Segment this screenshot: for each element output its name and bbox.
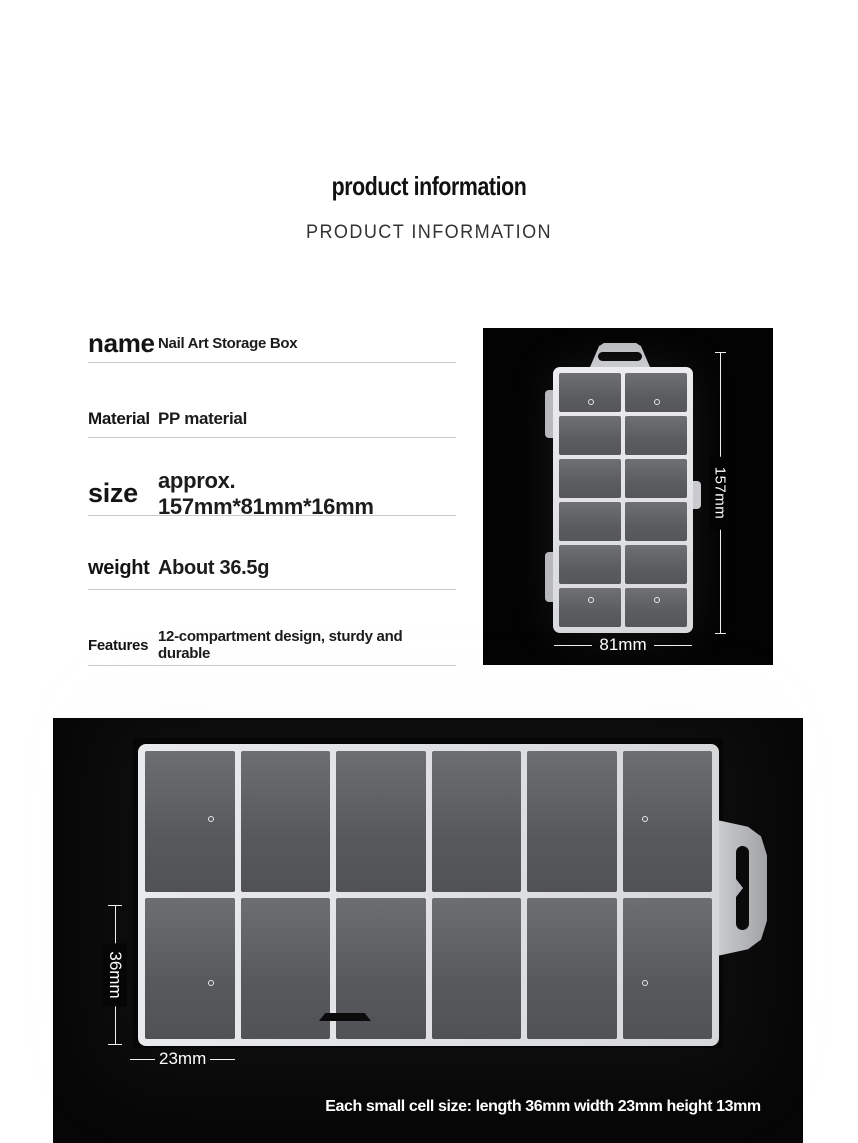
page-title: product information <box>331 171 527 201</box>
compartment-cell <box>559 416 621 455</box>
compartment-cell <box>145 751 235 892</box>
compartment-cell <box>241 751 331 892</box>
compartment-cell <box>623 898 713 1039</box>
spec-label: name <box>88 328 155 358</box>
compartment-cell <box>145 898 235 1039</box>
spec-row-features <box>88 625 456 666</box>
dim-line <box>130 1059 155 1060</box>
compartment-cell <box>559 459 621 498</box>
product-photo-vertical <box>483 328 773 665</box>
page-subtitle: PRODUCT INFORMATION <box>305 222 553 243</box>
compartment-cell <box>559 588 621 627</box>
storage-box-horizontal <box>138 744 719 1046</box>
thumb-notch <box>319 1013 371 1021</box>
spec-value: 12-compartment design, sturdy and durable <box>158 628 403 662</box>
hang-slot <box>736 846 749 930</box>
storage-box-vertical <box>553 367 693 633</box>
compartment-cell <box>625 459 687 498</box>
dimension-marker-cell-length <box>107 905 123 1045</box>
spec-value: approx. 157mm*81mm*16mm <box>158 467 374 519</box>
dim-tick <box>715 633 726 634</box>
dim-label-157mm: 157mm <box>710 457 731 530</box>
dim-tick <box>108 1044 122 1045</box>
hang-tab <box>585 343 655 369</box>
spec-row-size <box>88 467 456 519</box>
compartment-cell <box>336 751 426 892</box>
dim-line <box>654 645 692 646</box>
spec-label: Features <box>88 636 149 654</box>
dim-line <box>210 1059 235 1060</box>
compartment-cell <box>625 502 687 541</box>
compartment-cell <box>625 545 687 584</box>
dimension-marker-width <box>553 634 693 656</box>
spec-row-name <box>88 325 456 363</box>
spec-value: About 36.5g <box>158 557 270 579</box>
dimension-marker-cell-width <box>130 1048 235 1070</box>
hang-tab <box>717 820 767 956</box>
spec-row-weight <box>88 548 456 590</box>
cell-size-caption: Each small cell size: length 36mm width 23mm height 13mm <box>325 1098 761 1115</box>
hang-slot <box>598 352 642 361</box>
spec-label: Material <box>88 408 150 428</box>
compartment-cell <box>527 898 617 1039</box>
compartment-cell <box>432 751 522 892</box>
dim-label-23mm: 23mm <box>159 1049 207 1068</box>
compartment-cell <box>623 751 713 892</box>
spec-label: weight <box>88 557 150 579</box>
dim-label-36mm: 36mm <box>103 943 127 1006</box>
spec-value: PP material <box>158 408 247 428</box>
compartment-cell <box>432 898 522 1039</box>
dimension-marker-height <box>713 352 727 634</box>
compartment-cell <box>241 898 331 1039</box>
compartment-cell <box>625 416 687 455</box>
spec-value: Nail Art Storage Box <box>158 335 298 352</box>
compartment-cell <box>559 545 621 584</box>
compartment-cell <box>625 588 687 627</box>
compartment-cell <box>625 373 687 412</box>
product-photo-horizontal <box>53 718 803 1143</box>
spec-row-material <box>88 400 456 438</box>
dim-label-81mm: 81mm <box>599 635 647 654</box>
spec-label: size <box>88 478 138 508</box>
compartment-cell <box>559 502 621 541</box>
compartment-cell <box>527 751 617 892</box>
dim-line <box>554 645 592 646</box>
compartment-cell <box>559 373 621 412</box>
